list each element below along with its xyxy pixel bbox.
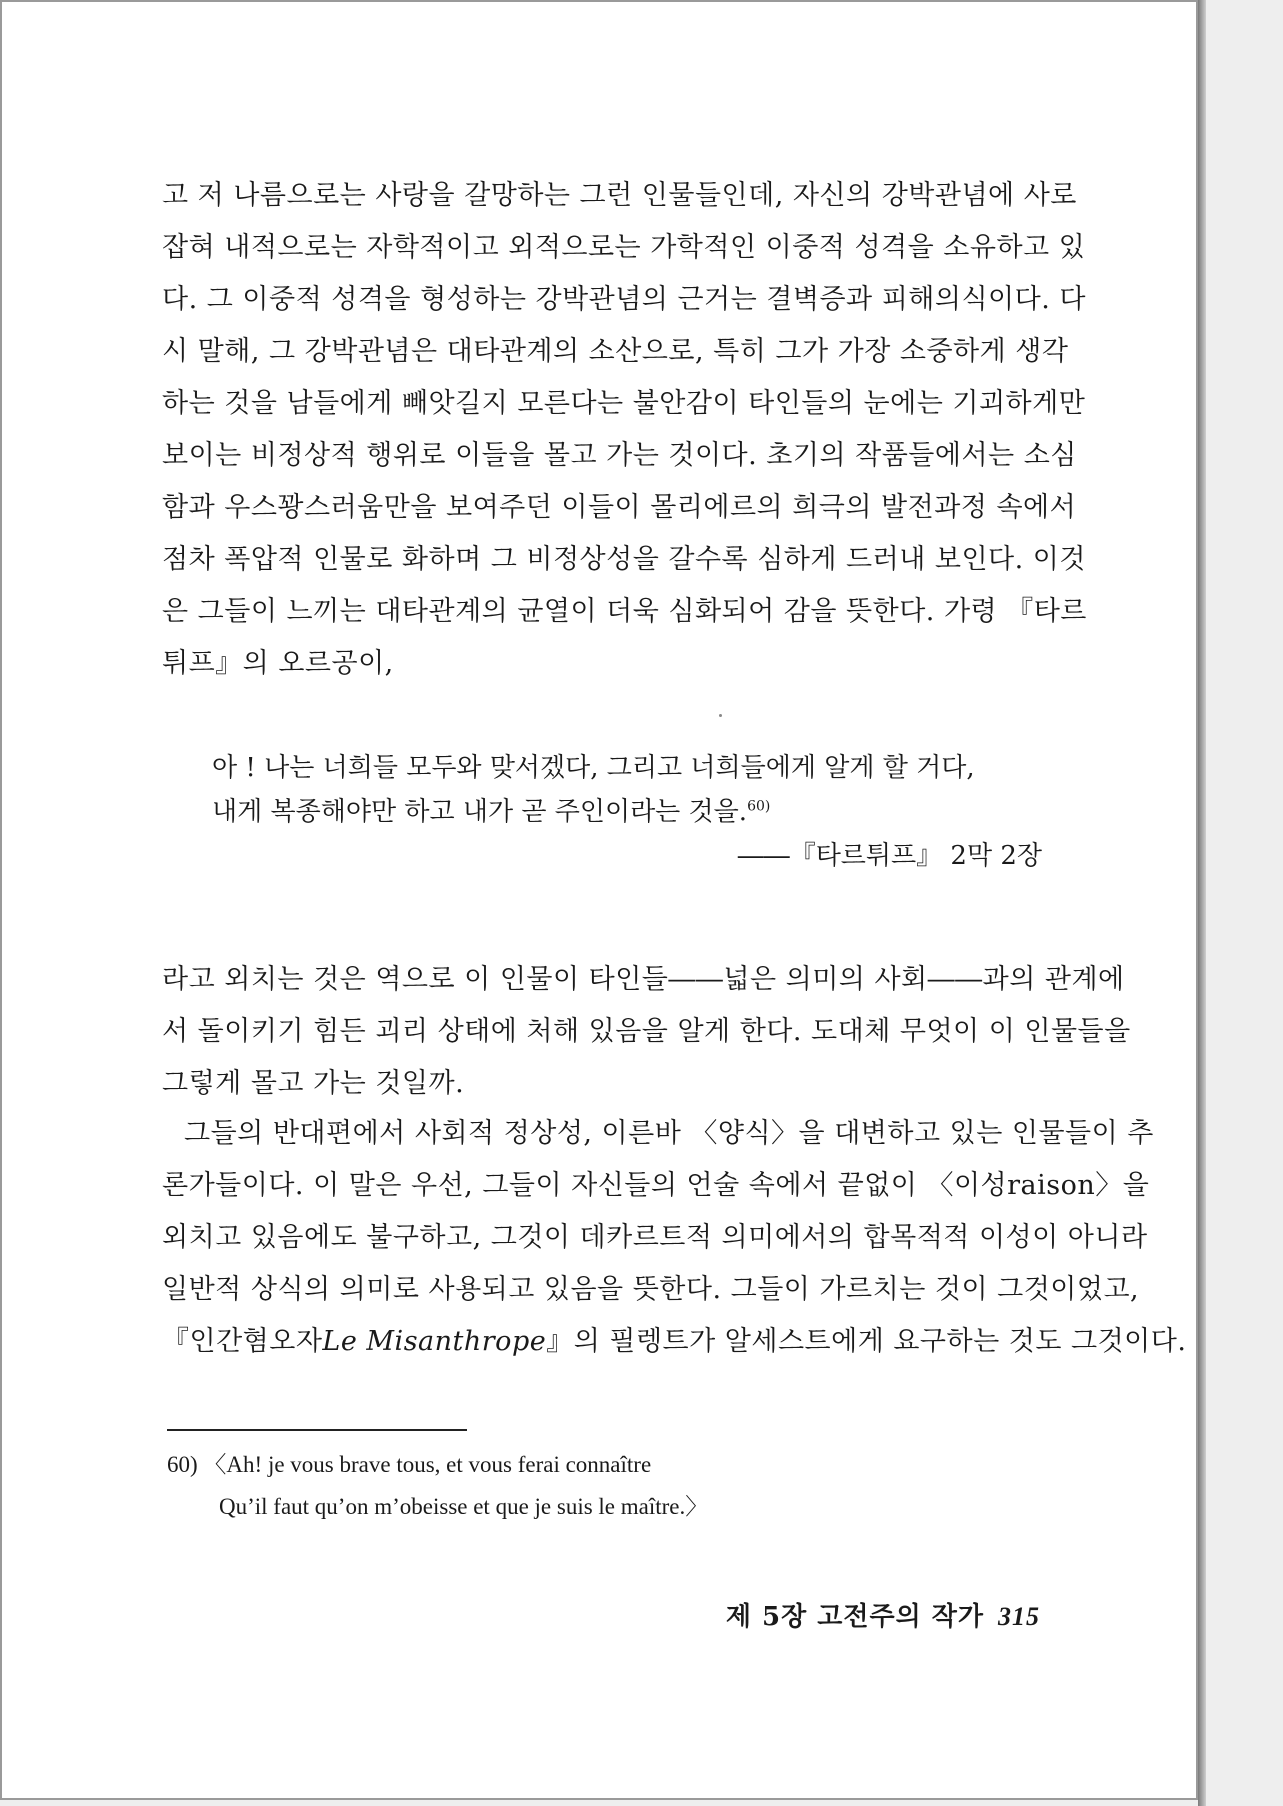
text-line: 외치고 있음에도 불구하고, 그것이 데카르트적 의미에서의 합목적적 이성이 아니라	[162, 1222, 1148, 1253]
text-line: 시 말해, 그 강박관념은 대타관계의 소산으로, 특히 그가 가장 소중하게 생각	[162, 336, 1069, 367]
footnote-divider	[167, 1429, 467, 1431]
text-line: 하는 것을 남들에게 빼앗길지 모른다는 불안감이 타인들의 눈에는 기괴하게만	[162, 388, 1086, 419]
quote-line-text: 내게 복종해야만 하고 내가 곧 주인이라는 것을.	[212, 797, 748, 827]
text-line: 서 돌이키기 힘든 괴리 상태에 처해 있음을 알게 한다. 도대체 무엇이 이 인물들을	[162, 1016, 1131, 1047]
text-line: 잡혀 내적으로는 자학적이고 외적으로는 가학적인 이중적 성격을 소유하고 있	[162, 232, 1086, 263]
block-quote	[212, 746, 1042, 878]
text-line: 『인간혐오자Le Misanthrope』의 필렝트가 알세스트에게 요구하는 것도 그것이다.	[162, 1326, 1187, 1357]
footnote-line: Qu’il faut qu’on m’obeisse et que je suis le maître.〉	[219, 1494, 709, 1519]
text-line: 함과 우스꽝스러움만을 보여주던 이들이 몰리에르의 희극의 발전과정 속에서	[162, 492, 1077, 523]
text-line: 고 저 나름으로는 사랑을 갈망하는 그런 인물들인데, 자신의 강박관념에 사로	[162, 180, 1077, 211]
paragraph-1	[162, 170, 1087, 690]
quote-citation: ――『타르튀프』 2막 2장	[737, 841, 1042, 871]
text-line: 보이는 비정상적 행위로 이들을 몰고 가는 것이다. 초기의 작품들에서는 소심	[162, 440, 1077, 471]
italic-title: Le Misanthrope	[322, 1326, 547, 1357]
footnote-text: 〈Ah! je vous brave tous, et vous ferai connaître	[203, 1452, 652, 1477]
chapter-title: 제 5장 고전주의 작가	[725, 1602, 984, 1632]
page-number: 315	[998, 1602, 1040, 1631]
footnote-line	[167, 1444, 1047, 1486]
text-line: 은 그들이 느끼는 대타관계의 균열이 더욱 심화되어 감을 뜻한다. 가령 『타르	[162, 596, 1087, 627]
paragraph-2	[162, 954, 1131, 1110]
text-line: 그들의 반대편에서 사회적 정상성, 이른바 〈양식〉을 대변하고 있는 인물들이 추	[184, 1118, 1154, 1149]
text-line: 일반적 상식의 의미로 사용되고 있음을 뜻한다. 그들이 가르치는 것이 그것이었고,	[162, 1274, 1140, 1305]
quote-line	[212, 790, 1042, 834]
text-line: 점차 폭압적 인물로 화하며 그 비정상성을 갈수록 심하게 드러내 보인다. 이것	[162, 544, 1086, 575]
page-edge-shadow	[1198, 0, 1206, 1806]
scan-speck	[719, 714, 722, 717]
text-line: 그렇게 몰고 가는 것일까.	[162, 1068, 465, 1099]
quote-line: 아 ! 나는 너희들 모두와 맞서겠다, 그리고 너희들에게 알게 할 거다,	[212, 753, 975, 783]
text-line: 다. 그 이중적 성격을 형성하는 강박관념의 근거는 결벽증과 피해의식이다. 다	[162, 284, 1086, 315]
text-line: 튀프』의 오르공이,	[162, 648, 394, 679]
footnote-reference: 60)	[747, 798, 771, 815]
running-footer	[702, 1596, 1040, 1633]
paragraph-3	[162, 1108, 1187, 1368]
footnote	[167, 1444, 1047, 1528]
text-line: 론가들이다. 이 말은 우선, 그들이 자신들의 언술 속에서 끝없이 〈이성raison〉을	[162, 1170, 1150, 1201]
text-line: 라고 외치는 것은 역으로 이 인물이 타인들――넓은 의미의 사회――과의 관계에	[162, 964, 1125, 995]
footnote-number: 60)	[167, 1452, 198, 1477]
